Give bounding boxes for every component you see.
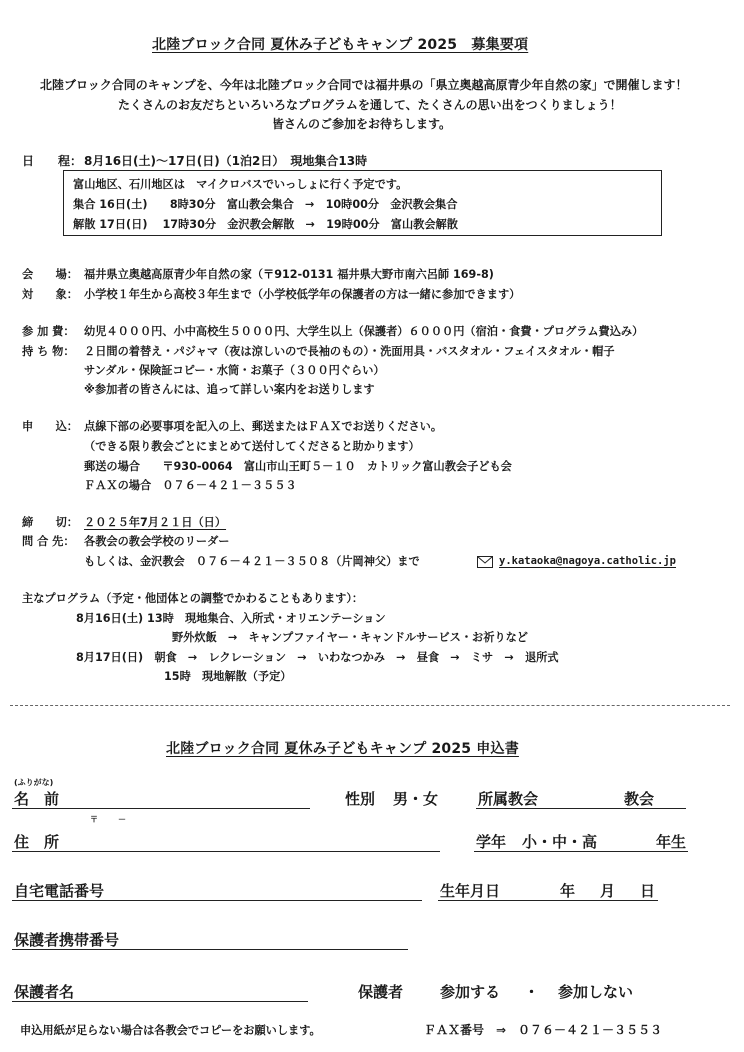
guardian-mobile-field[interactable]	[12, 949, 408, 950]
bus-info-line-1: 富山地区、石川地区は マイクロバスでいっしょに行く予定です。	[73, 178, 408, 191]
birth-day-label: 日	[640, 882, 656, 900]
fax-number: ＦＡＸ番号 ⇒ ０７６－４２１－３５５３	[424, 1023, 663, 1037]
birthdate-label: 生年月日	[440, 882, 501, 900]
birthdate-field[interactable]	[438, 900, 658, 901]
church-label: 所属教会	[478, 790, 539, 808]
fee-label: 参 加 費：	[22, 325, 75, 338]
option-separator: ・	[524, 983, 540, 1001]
program-line-3: 8月17日(日) 朝食 → レクレーション → いわなつかみ → 昼食 → ミサ → 退所式	[76, 651, 559, 664]
intro-line-3: 皆さんのご参加をお待ちします。	[272, 117, 452, 131]
items-line-2: サンダル・保険証コピー・水筒・お菓子（３００円ぐらい）	[84, 364, 385, 377]
intro-line-1: 北陸ブロック合同のキャンプを、今年は北陸ブロック合同では福井県の「県立奥越高原青少年自然の家」で開催します！	[40, 78, 688, 92]
grade-label: 学年	[476, 833, 507, 851]
contact-line-2: もしくは、金沢教会 ０７６－４２１－３５０８（片岡神父）まで	[84, 555, 420, 568]
schedule-value: 8月16日(土)～17日(日)（1泊2日） 現地集合13時	[84, 154, 368, 168]
form-title: 北陸ブロック合同 夏休み子どもキャンプ 2025 申込書	[166, 741, 519, 757]
bus-info-line-3: 解散 17日(日) 17時30分 金沢教会解散 → 19時00分 富山教会解散	[73, 218, 458, 231]
guardian-attend-label: 保護者	[358, 983, 404, 1001]
birth-month-label: 月	[600, 882, 616, 900]
name-label: 名 前	[14, 790, 60, 808]
contact-email-link[interactable]: y.kataoka@nagoya.catholic.jp	[499, 555, 677, 567]
deadline-value: ２０２５年7月２１日（日）	[84, 516, 227, 529]
grade-suffix: 年生	[656, 833, 687, 851]
deadline-label: 締 切：	[22, 516, 78, 529]
address-label: 住 所	[14, 833, 60, 851]
contact-line-1: 各教会の教会学校のリーダー	[84, 535, 230, 548]
gender-options[interactable]: 男・女	[393, 790, 439, 808]
bus-info-line-2: 集合 16日(土) 8時30分 富山教会集合 → 10時00分 金沢教会集合	[73, 198, 458, 211]
home-phone-label: 自宅電話番号	[14, 882, 105, 900]
guardian-name-field[interactable]	[12, 1001, 308, 1002]
postal-mark: 〒	[90, 815, 98, 824]
items-label: 持 ち 物：	[22, 345, 75, 358]
venue-label: 会 場：	[22, 268, 78, 281]
fee-value: 幼児４０００円、小中高校生５０００円、大学生以上（保護者）６０００円（宿泊・食費・プログラム費込み）	[84, 325, 644, 338]
address-field[interactable]	[12, 851, 440, 852]
target-label: 対 象：	[22, 288, 78, 301]
church-suffix: 教会	[624, 790, 655, 808]
page-title: 北陸ブロック合同 夏休み子どもキャンプ 2025 募集要項	[152, 37, 529, 53]
guardian-mobile-label: 保護者携帯番号	[14, 931, 120, 949]
schedule-label: 日 程：	[22, 154, 83, 168]
furigana-label: (ふりがな)	[14, 778, 54, 787]
footer-note: 申込用紙が足らない場合は各教会でコピーをお願いします。	[20, 1024, 321, 1037]
guardian-name-label: 保護者名	[14, 983, 75, 1001]
program-heading: 主なプログラム（予定・他団体との調整でかわることもあります）：	[22, 592, 364, 605]
venue-value: 福井県立奥越高原青少年自然の家（〒912-0131 福井県大野市南六呂師 169-8)	[84, 268, 494, 281]
items-line-1: ２日間の着替え・パジャマ（夜は涼しいので長袖のもの）・洗面用具・バスタオル・フェイスタオル・帽子	[84, 345, 615, 358]
postal-dash: －	[118, 815, 126, 824]
birth-year-label: 年	[560, 882, 576, 900]
apply-line-2: （できる限り教会ごとにまとめて送付してくださると助かります）	[84, 440, 420, 453]
apply-line-1: 点線下部の必要事項を記入の上、郵送またはＦＡＸでお送りください。	[84, 420, 443, 433]
intro-line-2: たくさんのお友だちといろいろなプログラムを通して、たくさんの思い出をつくりましょう！	[118, 98, 622, 112]
contact-label: 問 合 先：	[22, 535, 75, 548]
cut-line	[10, 705, 730, 706]
name-field[interactable]	[12, 808, 310, 809]
apply-line-3: 郵送の場合 〒930-0064 富山市山王町５－１０ カトリック富山教会子ども会	[84, 460, 512, 473]
grade-field[interactable]	[474, 851, 688, 852]
program-line-4: 15時 現地解散（予定）	[164, 670, 292, 683]
attend-option[interactable]: 参加する	[440, 983, 501, 1001]
program-line-1: 8月16日(土) 13時 現地集合、入所式・オリエンテーション	[76, 612, 386, 625]
grade-options[interactable]: 小・中・高	[522, 833, 598, 851]
not-attend-option[interactable]: 参加しない	[558, 983, 634, 1001]
gender-label: 性別	[345, 790, 376, 808]
apply-line-4: ＦＡＸの場合 ０７６－４２１－３５５３	[84, 479, 297, 492]
home-phone-field[interactable]	[12, 900, 422, 901]
items-line-3: ※参加者の皆さんには、追って詳しい案内をお送りします	[84, 383, 375, 396]
church-field[interactable]	[476, 808, 686, 809]
apply-label: 申 込：	[22, 420, 78, 433]
target-value: 小学校１年生から高校３年生まで（小学校低学年の保護者の方は一緒に参加できます）	[84, 288, 521, 301]
program-line-2: 野外炊飯 → キャンプファイヤー・キャンドルサービス・お祈りなど	[172, 631, 528, 644]
mail-icon	[477, 556, 493, 568]
